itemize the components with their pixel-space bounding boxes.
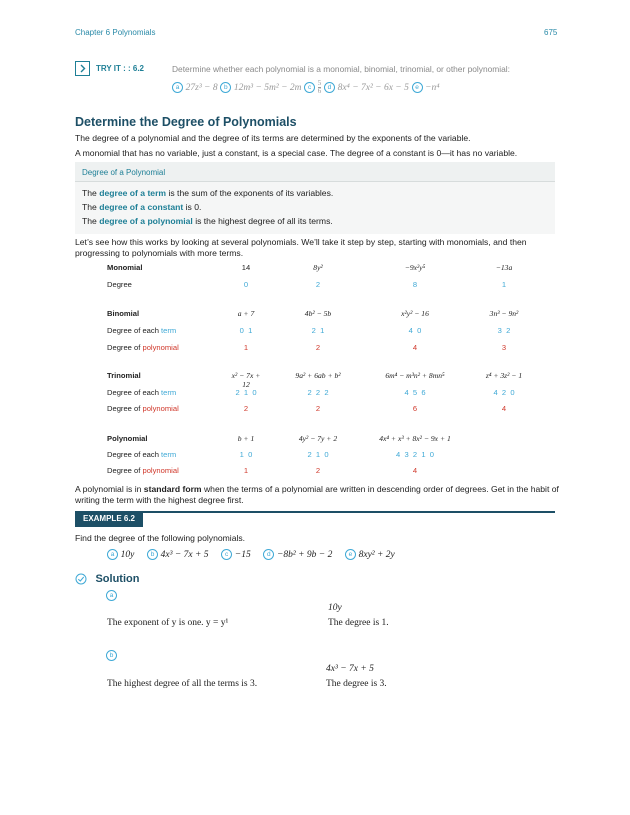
monomial-degree: 0: [243, 280, 249, 289]
item-c-marker: c: [221, 549, 232, 560]
term-degrees: 4 3 2 1 0: [396, 450, 434, 459]
term-degrees: 4 2 0: [493, 388, 515, 397]
item-a-marker: a: [107, 549, 118, 560]
monomial-item: −9x²y⁵: [404, 263, 426, 272]
term-degrees: 1 0: [239, 450, 253, 459]
polynomial-item: b + 1: [237, 434, 255, 443]
trinomial-label: Trinomial: [107, 371, 141, 380]
term-bold: degree of a polynomial: [99, 216, 193, 226]
text: Degree of each: [107, 326, 162, 335]
example-item-d: −8b² + 9b − 2: [276, 550, 333, 561]
solution-b-expression: 4x³ − 7x + 5: [326, 664, 374, 674]
intro-paragraph: Let’s see how this works by looking at several polynomials. We’ll take it step by step, starting with monomials, and then progressing to polynomials with more terms.: [75, 237, 527, 258]
binomial-item: a + 7: [237, 309, 255, 318]
term-degrees: 2 1 0: [235, 388, 257, 397]
degree-each-term-label: [107, 326, 176, 335]
item-e-marker: e: [412, 82, 423, 93]
chapter-title: Chapter 6 Polynomials: [75, 28, 156, 37]
binomial-item: x²y² − 16: [401, 309, 429, 318]
example-items: [107, 549, 395, 560]
solution-a-expression: 10y: [328, 603, 342, 613]
polynomial-word: polynomial: [142, 404, 179, 413]
item-e-marker: e: [345, 549, 356, 560]
degree-each-term-label: [107, 450, 176, 459]
text: The: [82, 188, 100, 198]
term-degrees: 0 1: [239, 326, 253, 335]
definition-title: Degree of a Polynomial: [82, 168, 166, 177]
section-paragraph-2: A monomial that has no variable, just a constant, is a special case. The degree of a constant is 0—it has no variable.: [75, 148, 518, 158]
text: is the highest degree of all its terms.: [192, 216, 333, 226]
text: Degree of each: [107, 388, 162, 397]
solution-title: Solution: [95, 572, 140, 585]
term-degrees: 2 2 2: [307, 388, 329, 397]
text: The: [82, 202, 100, 212]
binomial-item: 3n³ − 9n²: [489, 309, 519, 318]
item-c-marker: c: [304, 82, 315, 93]
tryit-label: TRY IT : : 6.2: [96, 64, 145, 73]
term-degrees: 2 1 0: [307, 450, 329, 459]
degree-polynomial-label: [107, 466, 179, 475]
degree-polynomial-label: [107, 343, 179, 352]
fraction-denominator: 6: [317, 87, 322, 95]
trinomial-item: z⁴ + 3z² − 1: [485, 371, 523, 380]
text: is 0.: [183, 202, 202, 212]
polynomial-degree: 1: [243, 466, 249, 475]
solution-a-answer: The degree is 1.: [328, 618, 389, 628]
solution-a-reasoning: The exponent of y is one. y = y¹: [107, 618, 229, 628]
solution-header: [75, 570, 139, 588]
term-word: term: [161, 450, 177, 459]
example-item-b: 4x³ − 7x + 5: [160, 550, 209, 561]
text: is the sum of the exponents of its variables.: [166, 188, 334, 198]
polynomial-item: 4y² − 7y + 2: [298, 434, 338, 443]
polynomial-label: Polynomial: [107, 434, 148, 443]
tryit-item-a: 27z³ − 8: [185, 83, 218, 94]
polynomial-degree: 4: [412, 466, 418, 475]
term-degrees: 4 0: [408, 326, 422, 335]
section-title: Determine the Degree of Polynomials: [75, 115, 297, 129]
monomial-item: 14: [241, 263, 251, 272]
term-word: term: [161, 326, 177, 335]
solution-a-marker: a: [106, 590, 117, 601]
degree-polynomial-label: [107, 404, 179, 413]
example-prompt: Find the degree of the following polynomials.: [75, 533, 246, 543]
trinomial-item: 9a² + 6ab + b²: [295, 371, 341, 380]
term-bold: degree of a term: [99, 188, 167, 198]
polynomial-degree: 2: [315, 404, 321, 413]
example-label: EXAMPLE 6.2: [75, 511, 143, 527]
polynomial-degree: 2: [315, 343, 321, 352]
monomial-label: Monomial: [107, 263, 143, 272]
term-degrees: 3 2: [497, 326, 511, 335]
item-b-marker: b: [220, 82, 231, 93]
tryit-item-e: −n⁴: [425, 83, 440, 94]
polynomial-degree: 6: [412, 404, 418, 413]
monomial-degree: 1: [501, 280, 507, 289]
text: when the terms of a polynomial are written in descending order of degrees. Get in the habit of writing the term with the highest degree first.: [75, 484, 559, 505]
monomial-item: −13a: [495, 263, 513, 272]
standard-form-paragraph: [75, 484, 561, 506]
solution-b-reasoning: The highest degree of all the terms is 3.: [107, 679, 258, 689]
term-word: term: [161, 388, 177, 397]
monomial-degree: 8: [412, 280, 418, 289]
text: Degree of each: [107, 450, 162, 459]
example-item-c: −15: [234, 550, 251, 561]
polynomial-degree: 2: [315, 466, 321, 475]
binomial-label: Binomial: [107, 309, 140, 318]
polynomial-word: polynomial: [142, 343, 179, 352]
text: The: [82, 216, 100, 226]
polynomial-degree: 4: [412, 343, 418, 352]
solution-b-marker: b: [106, 650, 117, 661]
polynomial-degree: 3: [501, 343, 507, 352]
degree-each-term-label: [107, 388, 176, 397]
binomial-item: 4b² − 5b: [304, 309, 332, 318]
item-a-marker: a: [172, 82, 183, 93]
polynomial-degree: 4: [501, 404, 507, 413]
item-d-marker: d: [324, 82, 335, 93]
checkmark-circle-icon: [75, 573, 87, 585]
degree-label: Degree: [107, 280, 132, 289]
text: A polynomial is in: [75, 484, 144, 494]
polynomial-item: 4x⁴ + x³ + 8x² − 9x + 1: [379, 434, 451, 443]
example-rule: [75, 511, 555, 513]
term-degrees: 4 5 6: [404, 388, 426, 397]
polynomial-degree: 1: [243, 343, 249, 352]
term-bold: degree of a constant: [99, 202, 184, 212]
standard-form-term: standard form: [143, 484, 202, 494]
text: Degree of: [107, 404, 143, 413]
tryit-item-d: 8x⁴ − 7x² − 6x − 5: [337, 83, 409, 94]
example-item-a: 10y: [120, 550, 135, 561]
item-b-marker: b: [147, 549, 158, 560]
solution-b-answer: The degree is 3.: [326, 679, 387, 689]
item-d-marker: d: [263, 549, 274, 560]
text: Degree of: [107, 343, 143, 352]
tryit-instruction: Determine whether each polynomial is a monomial, binomial, trinomial, or other polynomial:: [172, 64, 510, 74]
polynomial-degree: 2: [243, 404, 249, 413]
page-number: 675: [544, 28, 558, 37]
trinomial-item: x² − 7x + 12: [231, 371, 261, 389]
example-item-e: 8xy² + 2y: [358, 550, 395, 561]
polynomial-word: polynomial: [142, 466, 179, 475]
section-paragraph-1: The degree of a polynomial and the degree of its terms are determined by the exponents of the variable.: [75, 133, 471, 143]
trinomial-item: 6m⁴ − m³n² + 8mn⁵: [385, 371, 445, 380]
tryit-item-b: 12m³ − 5m² − 2m: [233, 83, 302, 94]
text: Degree of: [107, 466, 143, 475]
monomial-degree: 2: [315, 280, 321, 289]
fraction-numerator: 5: [317, 79, 322, 87]
monomial-item: 8y²: [313, 263, 323, 272]
term-degrees: 2 1: [311, 326, 325, 335]
